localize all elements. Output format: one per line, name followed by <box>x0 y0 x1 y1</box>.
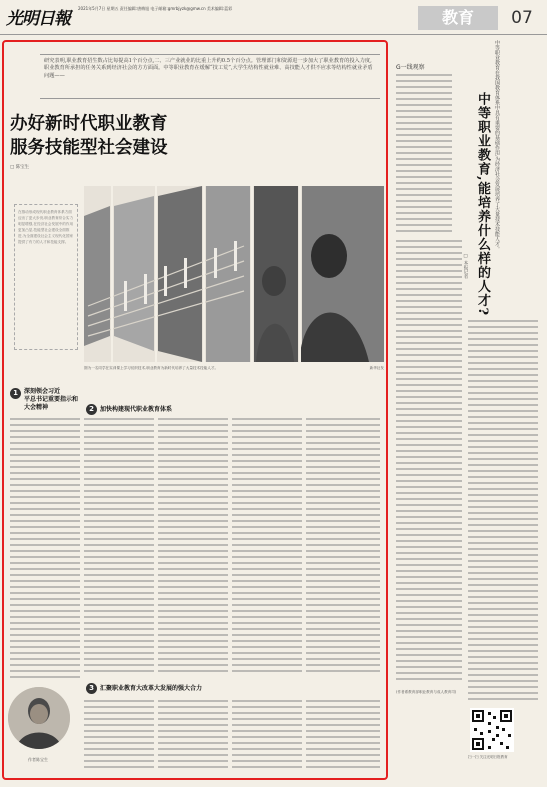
article-abstract: 在推动形成现代职业教育体系方面迈出了更大步伐,职业教育综合实力明显增强,在经济社会发展中的作用更加凸显,技能型社会建设全面推进,为全面建设社会主义现代化国家提供了有力的人才和技能支撑。 <box>14 204 78 350</box>
lead-rule-bottom <box>40 98 380 99</box>
main-headline <box>10 112 168 160</box>
right-article-author: □ 本报记者 <box>463 254 468 279</box>
author-portrait <box>8 687 70 749</box>
qr-code-caption: 扫一扫 关注光明日报教育 <box>468 755 508 759</box>
section-heading-2: 加快构建现代职业教育体系 <box>100 406 173 413</box>
lead-rule-top <box>40 54 380 55</box>
right-body-column-2 <box>396 240 462 680</box>
textile-workshop-photo <box>84 186 384 362</box>
photo-credit: 新华社发 <box>369 366 384 370</box>
photo-panel-4 <box>206 186 250 362</box>
right-body-column-1 <box>396 74 452 234</box>
right-article-footnote: (作者系教育部职业教育与成人教育司) <box>396 690 457 694</box>
newspaper-logo: 光明日報 <box>6 9 70 29</box>
headline-line-2: 服务技能型社会建设 <box>10 138 168 158</box>
body-column-8 <box>232 700 302 772</box>
photo-panel-1 <box>84 206 110 346</box>
right-article-title: 中等职业教育,能培养什么样的人才? <box>475 92 490 317</box>
section-number-1: 1 <box>10 388 21 399</box>
section-heading-3: 汇聚职业教育大改革大发展的强大合力 <box>100 685 203 692</box>
body-column-1 <box>10 418 80 682</box>
body-column-9 <box>306 700 380 772</box>
photo-panel-2 <box>114 196 154 351</box>
page-number: 07 <box>511 8 533 28</box>
section-number-3: 3 <box>86 683 97 694</box>
body-column-4 <box>232 418 302 676</box>
masthead <box>0 0 547 35</box>
section-number-2: 2 <box>86 404 97 415</box>
worker-figure-head <box>311 234 347 278</box>
body-column-2 <box>84 418 154 676</box>
photo-caption-text: 图为一名同学在实训课上学习纺织技术,职业教育为新时代培养了大量技术技能人才。 <box>84 366 219 370</box>
section-label: 教育 <box>418 6 498 30</box>
body-column-6 <box>84 700 154 772</box>
photo-caption <box>84 366 384 371</box>
body-column-5 <box>306 418 380 676</box>
body-column-7 <box>158 700 228 772</box>
section-heading-1: 深刻领会习近 平总书记重要指示和 大会精神 <box>24 388 79 411</box>
right-article-subtitle: 中等职业教育在我国教育体系中具有重要的基础作用,为经济社会发展培养了大量技术技能人才。 <box>494 40 500 252</box>
body-column-3 <box>158 418 228 676</box>
headline-line-1: 办好新时代职业教育 <box>10 114 168 134</box>
byline: □ 陈宝生 <box>10 165 30 170</box>
byline-author: 陈宝生 <box>15 165 30 170</box>
qr-code-icon[interactable] <box>470 708 514 752</box>
lead-paragraph: 研究表明,职业教育招生数占比每提高1个百分点,二、三产业就业的比重上升约0.5个百分点。管理部门和资源进一步加大了职业教育的投入力度,职业教育所承担的任务关系到经济社会的方方面面。中等职业教育在缓解“技工荒”,大学生结构性就业难、高技能人才供不应求等结构性就业矛盾问题—— <box>44 58 373 79</box>
issue-meta: 2021年5月7日 星期五 责任编辑:唐梅旭 电子邮箱:gmrbjyzk@gmw.cn 美术编辑:蓝彩 <box>78 6 233 11</box>
right-body-column-3 <box>468 320 538 700</box>
author-portrait-caption: 作者陈宝生 <box>28 757 48 762</box>
column-label: G一线观察 <box>396 64 425 71</box>
